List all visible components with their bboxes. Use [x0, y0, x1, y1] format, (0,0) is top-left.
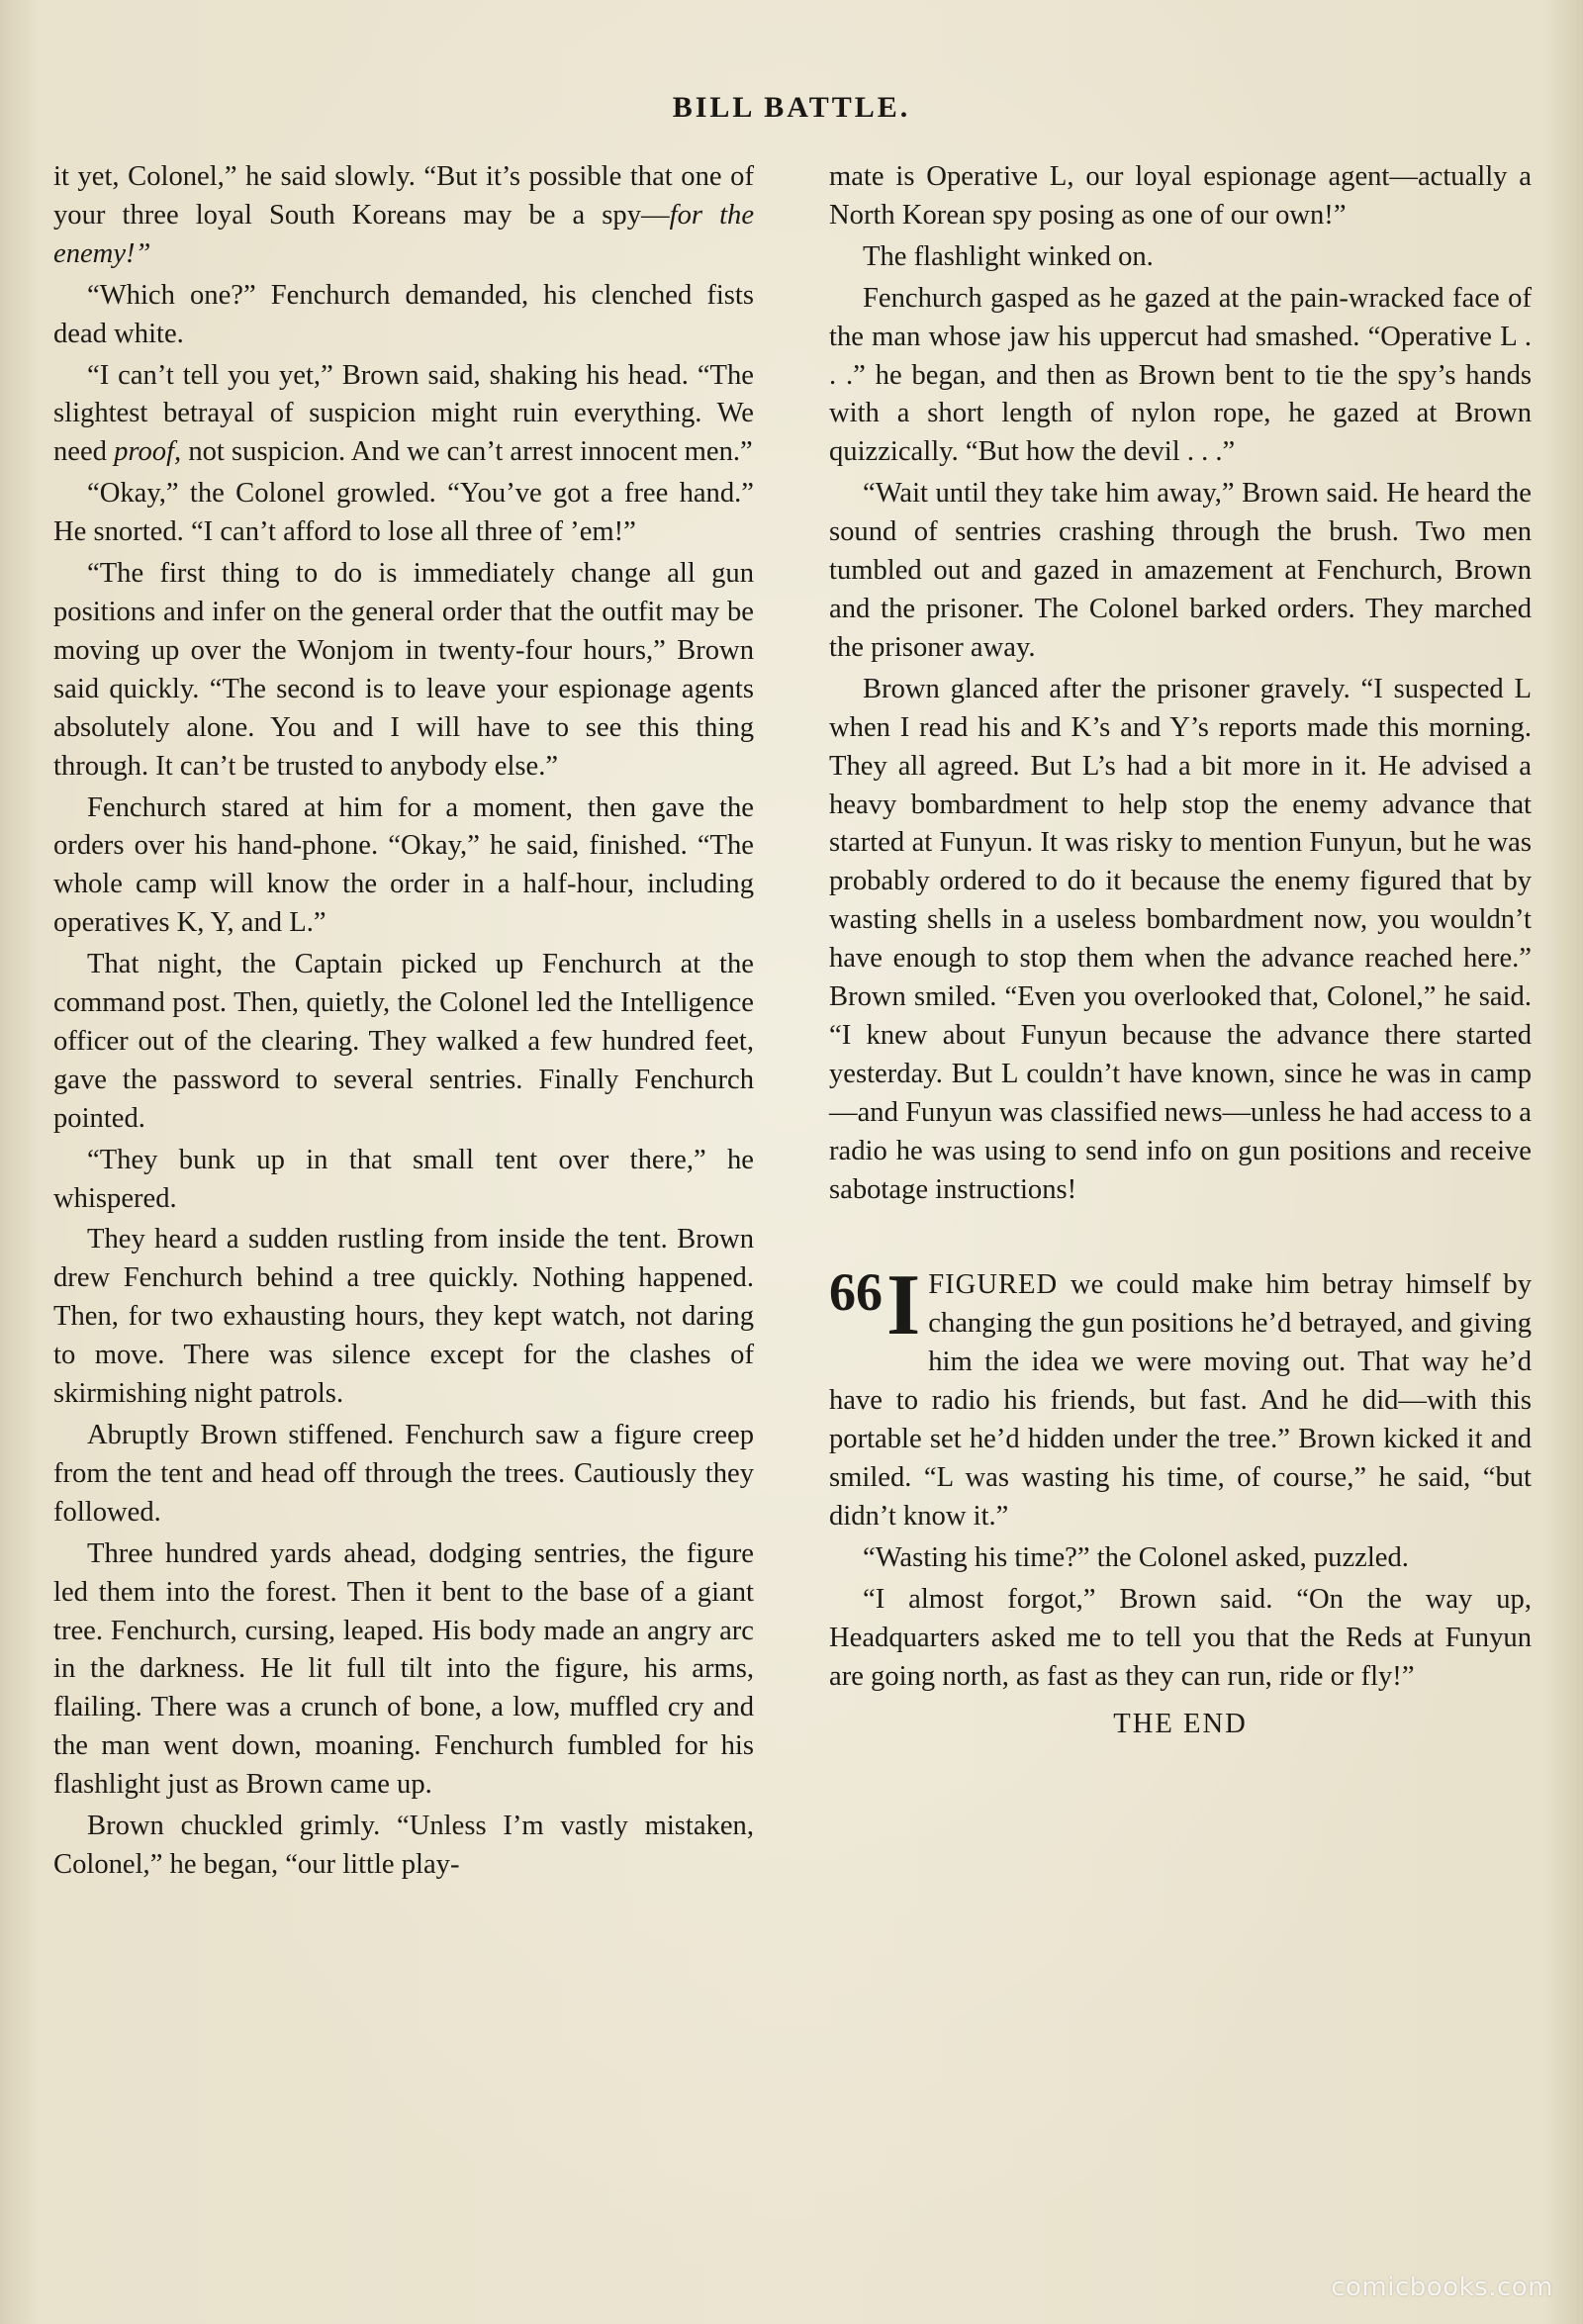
- dropcap: [829, 1257, 921, 1354]
- right-text-column: [829, 158, 1532, 1747]
- dropcap-text: we could make him betray himself by changing the gun positions he’d betrayed, and giving him the idea we were moving out. That way he’d have to radio his friends, but fast. And he did—with this portable set he’d hidden under the tree.” Brown kicked it and smiled. “L was wasting his time, of course,” he said, “but didn’t know it.”: [829, 1269, 1532, 1532]
- left-text-column: [53, 158, 754, 1888]
- story-paragraph: “Okay,” the Colonel growled. “You’ve got a free hand.” He snorted. “I can’t afford to lose all three of ’em!”: [53, 478, 754, 548]
- running-title: BILL BATTLE.: [672, 91, 911, 124]
- drop-cap-letter: I: [886, 1257, 921, 1354]
- open-quote-glyph: 66: [829, 1262, 883, 1323]
- story-paragraph: mate is Operative L, our loyal espionage agent—actually a North Korean spy posing as one of our own!”: [829, 161, 1532, 231]
- story-paragraph: “Wasting his time?” the Colonel asked, puzzled.: [863, 1541, 1409, 1573]
- story-paragraph: “Wait until they take him away,” Brown said. He heard the sound of sentries crashing through the brush. Two men tumbled out and gazed in amazement at Fenchurch, Brown and the prisoner. The Colonel barked orders. They marched the prisoner away.: [829, 478, 1532, 663]
- site-watermark: comicbooks.com: [1331, 2273, 1553, 2302]
- story-paragraph: Fenchurch gasped as he gazed at the pain-wracked face of the man whose jaw his uppercut had smashed. “Operative L . . .” he began, and then as Brown bent to tie the spy’s hands with a short length of nylon rope, he gazed at Brown quizzically. “But how the devil . . .”: [829, 282, 1532, 468]
- story-paragraph: They heard a sudden rustling from inside the tent. Brown drew Fenchurch behind a tree quickly. Nothing happened. Then, for two exhausting hours, they kept watch, not daring to move. There was silence except for the clashes of skirmishing night patrols.: [53, 1224, 754, 1410]
- story-paragraph: “I can’t tell you yet,” Brown said, shaking his head. “The slightest betrayal of suspicion might ruin everything. We need proof, not suspicion. And we can’t arrest innocent men.”: [53, 359, 754, 468]
- story-paragraph: “I almost forgot,” Brown said. “On the way up, Headquarters asked me to tell you that the Reds at Funyun are going north, as fast as they can run, ride or fly!”: [829, 1583, 1532, 1692]
- story-paragraph: “Which one?” Fenchurch demanded, his clenched fists dead white.: [53, 279, 754, 349]
- story-paragraph: Abruptly Brown stiffened. Fenchurch saw a figure creep from the tent and head off through the trees. Cautiously they followed.: [53, 1420, 754, 1528]
- story-paragraph: “They bunk up in that small tent over there,” he whispered.: [53, 1144, 754, 1214]
- dropcap-paragraph: [829, 1257, 1532, 1535]
- lead-word: FIGURED: [928, 1269, 1059, 1301]
- story-paragraph: Three hundred yards ahead, dodging sentries, the figure led them into the forest. Then it bent to the base of a giant tree. Fenchurch, cursing, leaped. His body made an angry arc in the darkness. He lit full tilt into the figure, his arms, flailing. There was a crunch of bone, a low, muffled cry and the man went down, moaning. Fenchurch fumbled for his flashlight just as Brown came up.: [53, 1537, 754, 1801]
- story-paragraph: Fenchurch stared at him for a moment, then gave the orders over his hand-phone. “Okay,” he said, finished. “The whole camp will know the order in a half-hour, including operatives K, Y, and L.”: [53, 791, 754, 939]
- story-paragraph: it yet, Colonel,” he said slowly. “But it’s possible that one of your three loyal South Koreans may be a spy—for the enemy!”: [53, 161, 755, 269]
- story-paragraph: The flashlight winked on.: [863, 240, 1154, 272]
- story-paragraph: Brown chuckled grimly. “Unless I’m vastly mistaken, Colonel,” he began, “our little play-: [53, 1811, 754, 1880]
- story-paragraph: “The first thing to do is immediately change all gun positions and infer on the general order that the outfit may be moving up over the Wonjom in twenty-four hours,” Brown said quickly. “The second is to leave your espionage agents absolutely alone. You and I will have to see this thing through. It can’t be trusted to anybody else.”: [53, 558, 754, 782]
- story-paragraph: Brown glanced after the prisoner gravely. “I suspected L when I read his and K’s and Y’s reports made this morning. They all agreed. But L’s had a bit more in it. He advised a heavy bombardment to help stop the enemy advance that started at Funyun. It was risky to mention Funyun, but he was probably ordered to do it because the enemy figured that by wasting shells in a useless bombardment now, you wouldn’t have enough to stop them when the advance reached here.” Brown smiled. “Even you overlooked that, Colonel,” he said. “I knew about Funyun because the advance there started yesterday. But L couldn’t have known, since he was in camp—and Funyun was classified news—unless he had access to a radio he was using to send info on gun positions and receive sabotage instructions!: [829, 673, 1532, 1205]
- story-paragraph: That night, the Captain picked up Fenchurch at the command post. Then, quietly, the Colonel led the Intelligence officer out of the clearing. They walked a few hundred feet, gave the password to several sentries. Finally Fenchurch pointed.: [53, 949, 754, 1134]
- the-end-mark: THE END: [1113, 1709, 1248, 1740]
